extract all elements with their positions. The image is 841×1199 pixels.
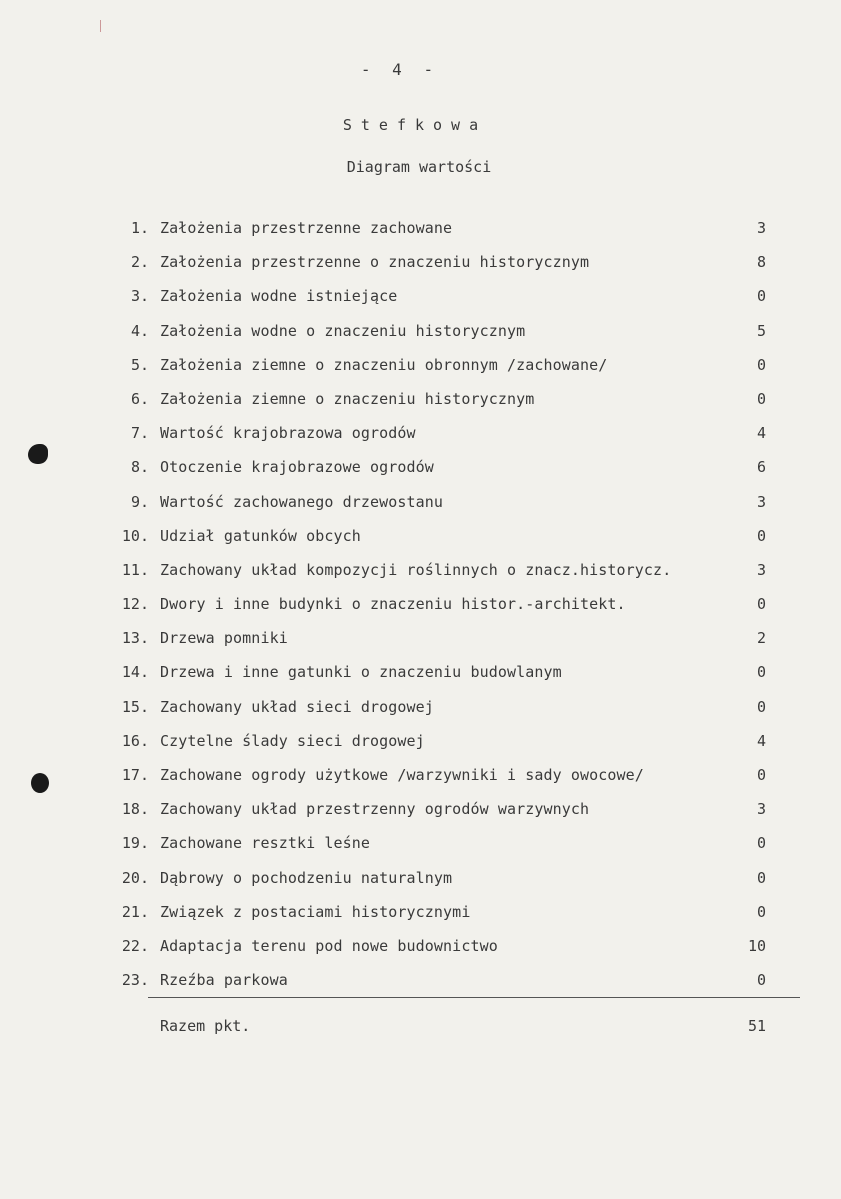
item-label: Dwory i inne budynki o znaczeniu histor.-architekt. [160,595,626,614]
item-value: 0 [756,971,766,990]
item-number: 17. [121,766,149,784]
list-item [0,355,841,389]
item-label: Otoczenie krajobrazowe ogrodów [160,458,434,477]
item-number: 20. [121,868,149,887]
item-value: 0 [756,697,766,716]
item-label: Drzewa pomniki [160,629,288,648]
item-number: 2. [130,253,149,272]
item-number: 16. [121,731,149,750]
list-item [0,731,841,765]
item-value: 6 [756,458,766,477]
item-value: 0 [756,663,766,682]
list-item [0,765,841,799]
item-value: 0 [756,766,766,784]
item-value: 0 [756,355,766,374]
item-number: 15. [121,697,149,716]
item-number: 3. [130,287,149,306]
list-item [0,628,841,662]
list-item [0,833,841,867]
item-value: 0 [756,595,766,614]
item-label: Dąbrowy o pochodzeniu naturalnym [160,868,453,887]
item-label: Udział gatunków obcych [160,526,361,545]
list-item [0,799,841,833]
item-number: 22. [121,936,149,955]
punch-hole [31,773,49,793]
item-value: 4 [756,424,766,443]
item-value: 10 [747,936,766,955]
list-item [0,936,841,970]
item-label: Wartość zachowanego drzewostanu [160,492,444,511]
list-item [0,457,841,491]
item-label: Zachowane ogrody użytkowe /warzywniki i sady owocowe/ [160,766,644,784]
list-item [0,526,841,560]
item-label: Adaptacja terenu pod nowe budownictwo [160,936,498,955]
total-label: Razem pkt. [160,1017,251,1035]
item-number: 21. [121,902,149,921]
item-number: 10. [121,526,149,545]
item-number: 9. [130,492,149,511]
list-item [0,321,841,355]
page-number: - 4 - [360,60,440,79]
list-item [0,560,841,594]
list-item [0,492,841,526]
item-label: Rzeźba parkowa [160,971,288,990]
list-item [0,389,841,423]
item-number: 4. [130,321,149,340]
item-label: Związek z postaciami historycznymi [160,902,471,921]
document-subtitle: Diagram wartości [346,158,492,176]
item-value: 0 [756,526,766,545]
item-value: 0 [756,902,766,921]
item-label: Założenia ziemne o znaczeniu historycznym [160,389,535,408]
list-item [0,902,841,936]
list-item [0,697,841,731]
item-number: 5. [130,355,149,374]
value-list [0,218,841,1004]
item-label: Założenia przestrzenne o znaczeniu historycznym [160,253,590,272]
item-label: Zachowany układ przestrzenny ogrodów warzywnych [160,800,590,819]
item-number: 12. [121,595,149,614]
list-item [0,286,841,320]
document-title: Stefkowa [342,116,488,134]
item-label: Zachowany układ kompozycji roślinnych o znacz.historycz. [160,560,672,579]
punch-hole [28,444,48,464]
item-number: 8. [130,458,149,477]
item-label: Zachowany układ sieci drogowej [160,697,434,716]
item-number: 7. [130,424,149,443]
item-label: Założenia wodne o znaczeniu historycznym [160,321,526,340]
item-value: 3 [756,219,766,237]
item-value: 3 [756,492,766,511]
list-item [0,252,841,286]
item-value: 5 [756,321,766,340]
item-label: Założenia ziemne o znaczeniu obronnym /zachowane/ [160,355,608,374]
item-number: 14. [121,663,149,682]
item-value: 0 [756,834,766,853]
item-value: 3 [756,800,766,819]
item-number: 23. [121,971,149,990]
item-label: Założenia przestrzenne zachowane [160,219,453,237]
item-value: 2 [756,629,766,648]
total-value: 51 [747,1017,766,1035]
item-number: 19. [121,834,149,853]
item-value: 8 [756,253,766,272]
item-value: 3 [756,560,766,579]
item-number: 1. [130,219,149,237]
list-item [0,594,841,628]
item-label: Drzewa i inne gatunki o znaczeniu budowlanym [160,663,562,682]
item-number: 6. [130,389,149,408]
list-item [0,662,841,696]
item-value: 0 [756,868,766,887]
item-value: 4 [756,731,766,750]
list-item [0,218,841,252]
list-item [0,868,841,902]
total-divider [148,997,800,998]
item-label: Założenia wodne istniejące [160,287,398,306]
edge-mark [100,20,101,32]
list-item [0,970,841,1004]
item-value: 0 [756,389,766,408]
item-number: 18. [121,800,149,819]
item-label: Wartość krajobrazowa ogrodów [160,424,416,443]
item-number: 11. [121,560,149,579]
item-number: 13. [121,629,149,648]
item-value: 0 [756,287,766,306]
item-label: Czytelne ślady sieci drogowej [160,731,425,750]
list-item [0,423,841,457]
item-label: Zachowane resztki leśne [160,834,371,853]
